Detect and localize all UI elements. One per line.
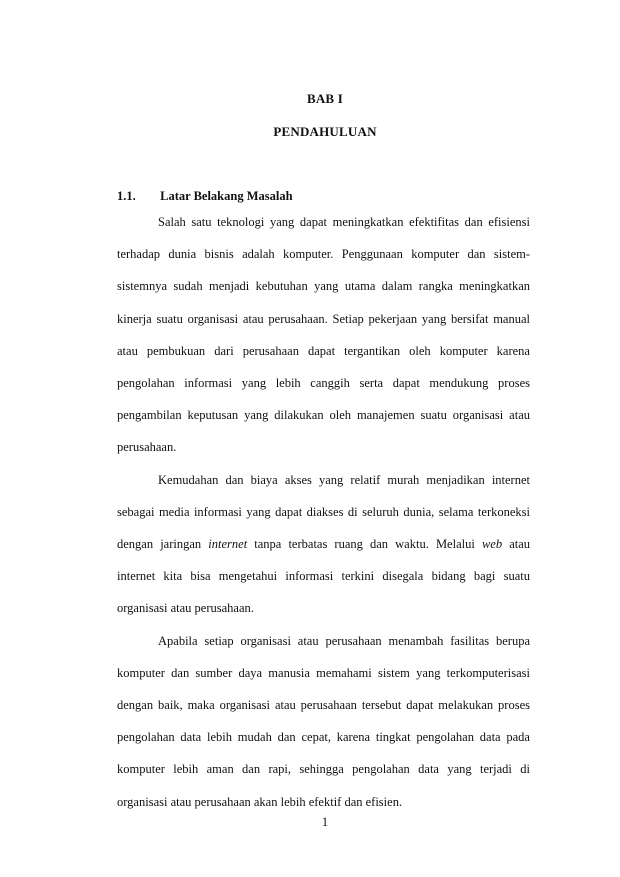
paragraph-2 <box>117 464 530 625</box>
paragraph-1: Salah satu teknologi yang dapat meningkatkan efektifitas dan efisiensi terhadap dunia bisnis adalah komputer. Penggunaan komputer dan sistem-sistemnya sudah menjadi kebutuhan yang utama dalam rangka meningkatkan kinerja suatu organisasi atau perusahaan. Setiap pekerjaan yang bersifat manual atau pembukuan dari perusahaan dapat tergantikan oleh komputer karena pengolahan informasi yang lebih canggih serta dapat mendukung proses pengambilan keputusan yang dilakukan oleh manajemen suatu organisasi atau perusahaan. <box>117 215 530 455</box>
paragraph-3: Apabila setiap organisasi atau perusahaan menambah fasilitas berupa komputer dan sumber daya manusia memahami sistem yang terkomputerisasi dengan baik, maka organisasi atau perusahaan tersebut dapat melakukan proses pengolahan data lebih mudah dan cepat, karena tingkat pengolahan data pada komputer lebih aman dan rapi, sehingga pengolahan data yang terjadi di organisasi atau perusahaan akan lebih efektif dan efisien. <box>117 633 530 809</box>
section-heading <box>117 189 293 204</box>
paragraph-2-part-1: Kemudahan dan biaya akses yang relatif murah menjadikan internet sebagai media informasi yang dapat diakses di seluruh dunia, selama terkoneksi dengan jaringan <box>117 472 530 552</box>
paragraph-2-part-2: tanpa terbatas ruang dan waktu. Melalui <box>254 537 475 552</box>
chapter-title: PENDAHULUAN <box>273 124 377 139</box>
paragraph-2-part-3: atau internet kita bisa mengetahui informasi terkini disegala bidang bagi suatu organisasi atau perusahaan. <box>117 537 531 616</box>
emphasis-internet: internet <box>208 537 248 552</box>
section-title: Latar Belakang Masalah <box>160 189 293 203</box>
page-number: 1 <box>321 815 329 829</box>
section-number: 1.1. <box>117 189 136 203</box>
emphasis-web: web <box>481 537 503 552</box>
chapter-number: BAB I <box>306 91 344 106</box>
body-text <box>117 206 530 818</box>
